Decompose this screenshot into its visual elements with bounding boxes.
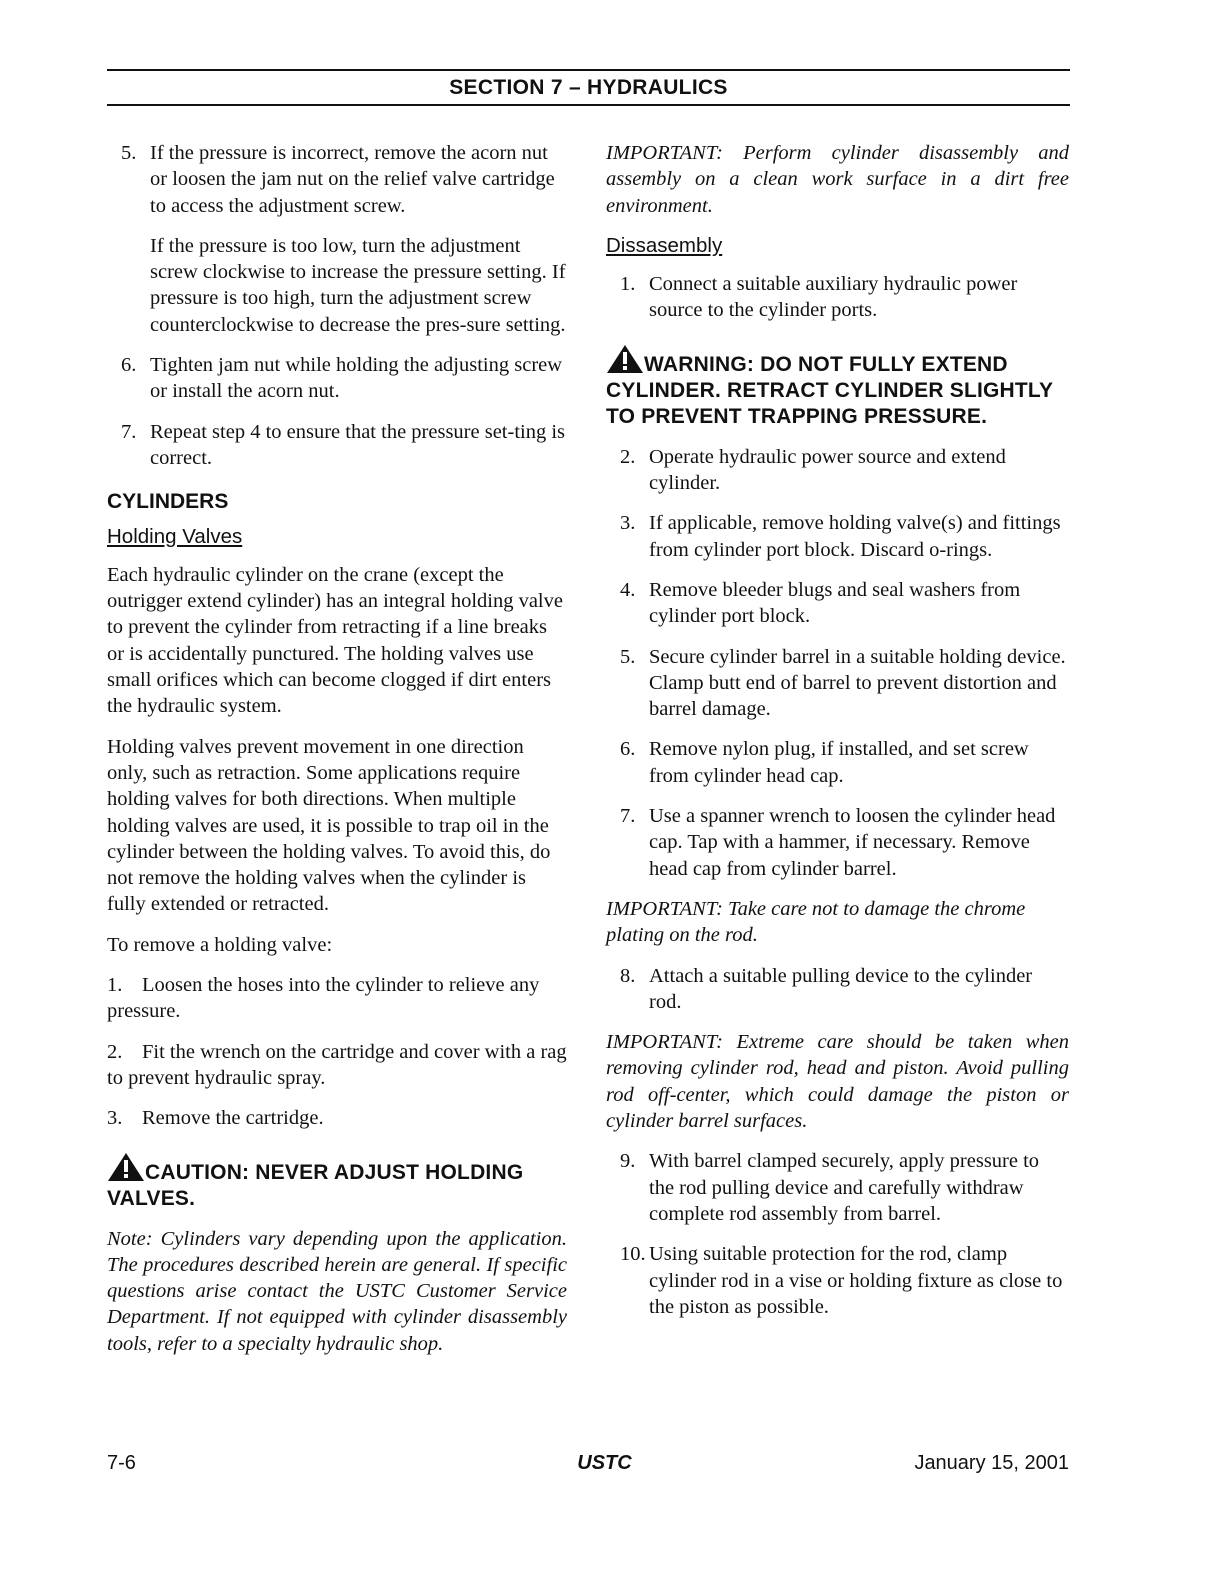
list-item [107, 140, 567, 219]
right-column [606, 140, 1069, 1334]
list-item [107, 352, 567, 405]
section-title: SECTION 7 – HYDRAULICS [449, 76, 728, 99]
step5-detail: If the pressure is too low, turn the adjustment screw clockwise to increase the pressure setting. If pressure is too high, turn the adjustment screw counterclockwise to decrease the pres-sure setting. [150, 234, 566, 336]
cylinders-heading: CYLINDERS [107, 490, 229, 514]
list-item [107, 1039, 567, 1092]
item-text: If the pressure is incorrect, remove the acorn nut or loosen the jam nut on the relief valve cartridge to access the adjustment screw. [150, 142, 555, 217]
item-number: 8. [620, 964, 636, 987]
item-number: 6. [121, 354, 137, 377]
list-item [606, 1241, 1069, 1320]
list-item [107, 1105, 567, 1131]
list-item [107, 972, 567, 1025]
item-number: 3. [107, 1107, 123, 1130]
page-number: 7-6 [107, 1452, 136, 1474]
item-text: Repeat step 4 to ensure that the pressure set-ting is correct. [150, 420, 566, 469]
item-text: Connect a suitable auxiliary hydraulic power source to the cylinder ports. [649, 273, 1018, 322]
item-number: 7. [121, 420, 137, 443]
header-top-rule [107, 69, 1070, 71]
item-number: 4. [620, 578, 636, 601]
item-number: 2. [620, 445, 636, 468]
item-number: 3. [620, 512, 636, 535]
list-item [606, 444, 1069, 497]
item-text: Attach a suitable pulling device to the cylinder rod. [649, 964, 1033, 1013]
footer-brand: USTC [577, 1452, 632, 1474]
item-number: 7. [620, 805, 636, 828]
left-column [107, 140, 567, 1371]
item-number: 6. [620, 738, 636, 761]
list-item [606, 963, 1069, 1016]
list-item [606, 644, 1069, 723]
disassembly-heading: Dissasembly [606, 233, 723, 257]
important-note-3: IMPORTANT: Extreme care should be taken when removing cylinder rod, head and piston. Avoid pulling rod off-center, which could damage the piston or cylinder barrel surfaces. [606, 1031, 1069, 1133]
item-number: 1. [620, 273, 636, 296]
item-number: 5. [121, 142, 137, 164]
important-note-1: IMPORTANT: Perform cylinder disassembly and assembly on a clean work surface in a dirt free environment. [606, 142, 1069, 217]
list-item [606, 1148, 1069, 1227]
list-item [606, 736, 1069, 789]
note-paragraph: Note: Cylinders vary depending upon the application. The procedures described herein are general. If specific questions arise contact the USTC Customer Service Department. If not equipped with cylinder disassembly tools, refer to a specialty hydraulic shop. [107, 1227, 567, 1355]
item-text: Remove bleeder blugs and seal washers from cylinder port block. [649, 578, 1021, 628]
holding-valves-paragraph-1: Each hydraulic cylinder on the crane (except the outrigger extend cylinder) has an integral holding valve to prevent the cylinder from retracting if a line breaks or is accidentally punctured. The holding valves use small orifices which can become clogged if dirt enters the hydraulic system. [107, 563, 563, 718]
item-text: Secure cylinder barrel in a suitable holding device. Clamp butt end of barrel to prevent distortion and barrel damage. [649, 645, 1066, 721]
item-text: With barrel clamped securely, apply pressure to the rod pulling device and carefully withdraw complete rod assembly from barrel. [649, 1150, 1040, 1225]
remove-intro: To remove a holding valve: [107, 933, 333, 956]
list-item [606, 271, 1069, 324]
warning-triangle-icon [107, 1152, 145, 1182]
item-text: Operate hydraulic power source and extend cylinder. [649, 445, 1006, 495]
caution-text: CAUTION: NEVER ADJUST HOLDING VALVES. [107, 1160, 524, 1210]
item-text: Using suitable protection for the rod, clamp cylinder rod in a vise or holding fixture as close to the piston as possible. [649, 1243, 1063, 1318]
item-number: 2. [107, 1040, 123, 1063]
item-text: Use a spanner wrench to loosen the cylinder head cap. Tap with a hammer, if necessary. Remove head cap from cylinder barrel. [649, 805, 1056, 880]
footer-date: January 15, 2001 [914, 1452, 1069, 1474]
list-item [606, 510, 1069, 563]
important-note-2: IMPORTANT: Take care not to damage the chrome plating on the rod. [606, 897, 1026, 947]
item-number: 1. [107, 974, 123, 997]
caution-notice [107, 1152, 567, 1212]
item-number: 9. [620, 1150, 636, 1173]
list-item [606, 577, 1069, 630]
list-item [107, 419, 567, 472]
item-number: 10. [620, 1243, 646, 1266]
holding-valves-paragraph-2: Holding valves prevent movement in one direction only, such as retraction. Some applications require holding valves for both directions. When multiple holding valves are used, it is possible to trap oil in the cylinder between the holding valves. To avoid this, do not remove the holding valves when the cylinder is fully extended or retracted. [107, 735, 551, 916]
item-text: Tighten jam nut while holding the adjusting screw or install the acorn nut. [150, 354, 563, 403]
holding-valves-heading: Holding Valves [107, 524, 243, 548]
warning-text: WARNING: DO NOT FULLY EXTEND CYLINDER. RETRACT CYLINDER SLIGHTLY TO PREVENT TRAPPING PRESSURE. [606, 352, 1053, 428]
item-text: Remove the cartridge. [142, 1107, 324, 1130]
item-text: Fit the wrench on the cartridge and cover with a rag to prevent hydraulic spray. [107, 1040, 567, 1089]
warning-triangle-icon [606, 344, 644, 374]
warning-notice [606, 344, 1069, 430]
list-item [606, 803, 1069, 882]
item-text: Remove nylon plug, if installed, and set screw from cylinder head cap. [649, 738, 1029, 787]
item-text: If applicable, remove holding valve(s) and fittings from cylinder port block. Discard o-rings. [649, 512, 1061, 561]
item-text: Loosen the hoses into the cylinder to relieve any pressure. [107, 974, 540, 1023]
header-bottom-rule [107, 104, 1070, 106]
item-number: 5. [620, 645, 636, 668]
